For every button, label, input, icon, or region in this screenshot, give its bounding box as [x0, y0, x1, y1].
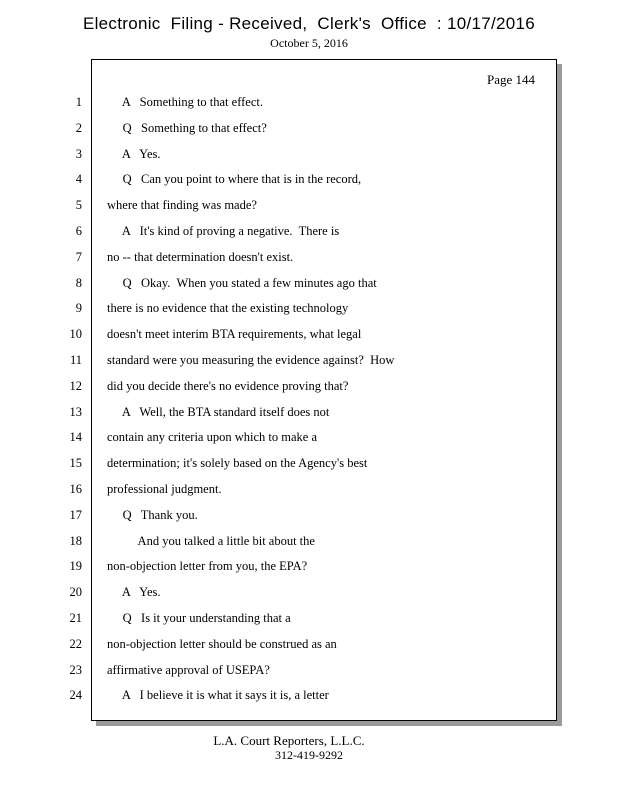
line-number: 3 — [75, 146, 82, 161]
transcript-line — [0, 661, 618, 679]
line-text: Q Okay. When you stated a few minutes ago that — [107, 275, 377, 290]
line-number: 15 — [69, 456, 82, 471]
line-text: determination; it's solely based on the Agency's best — [107, 456, 368, 471]
line-text: Q Is it your understanding that a — [107, 611, 291, 625]
transcript-line — [0, 325, 618, 343]
line-text: Q Can you point to where that is in the record, — [107, 172, 362, 187]
transcript-line — [0, 196, 618, 214]
deposition-date: October 5, 2016 — [270, 36, 348, 50]
line-number: 20 — [69, 585, 82, 600]
line-text: where that finding was made? — [107, 198, 257, 213]
line-number: 23 — [69, 662, 82, 677]
line-text: Q Thank you. — [107, 507, 198, 522]
transcript-line — [0, 532, 618, 550]
transcript-line — [0, 480, 618, 498]
line-text: And you talked a little bit about the — [107, 533, 315, 548]
line-text: non-objection letter should be construed as an — [107, 636, 337, 651]
line-number: 22 — [69, 636, 82, 651]
line-text: standard were you measuring the evidence against? How — [107, 353, 395, 367]
transcript-line — [0, 248, 618, 266]
line-number: 24 — [69, 688, 82, 703]
line-text: Q Something to that effect? — [107, 120, 267, 135]
line-number: 13 — [69, 404, 82, 419]
line-text: professional judgment. — [107, 482, 222, 496]
transcript-line — [0, 377, 618, 395]
line-text: non-objection letter from you, the EPA? — [107, 559, 308, 574]
transcript-line — [0, 170, 618, 188]
transcript-line — [0, 351, 618, 369]
line-number: 4 — [75, 172, 82, 187]
line-number: 18 — [69, 533, 82, 548]
line-text: A It's kind of proving a negative. There is — [107, 224, 340, 238]
transcript-line — [0, 274, 618, 292]
line-text: there is no evidence that the existing technology — [107, 301, 349, 316]
line-text: A Yes. — [107, 146, 161, 161]
transcript-line — [0, 506, 618, 524]
line-text: affirmative approval of USEPA? — [107, 662, 270, 677]
line-text: A I believe it is what it says it is, a letter — [107, 688, 329, 703]
transcript-line — [0, 635, 618, 653]
page-number: Page 144 — [486, 72, 535, 87]
line-number: 17 — [69, 507, 82, 522]
transcript-line — [0, 428, 618, 446]
line-text: A Well, the BTA standard itself does not — [107, 404, 330, 419]
line-text: no -- that determination doesn't exist. — [107, 249, 294, 264]
transcript-line — [0, 403, 618, 421]
transcript-line — [0, 145, 618, 163]
line-number: 8 — [75, 275, 82, 290]
transcript-line — [0, 93, 618, 111]
transcript-line — [0, 609, 618, 627]
reporter-phone: 312-419-9292 — [275, 748, 343, 762]
line-text: contain any criteria upon which to make a — [107, 430, 317, 445]
line-number: 10 — [69, 327, 82, 342]
reporter-company: L.A. Court Reporters, L.L.C. — [213, 733, 365, 748]
transcript-line — [0, 454, 618, 472]
transcript-line — [0, 686, 618, 704]
transcript-line — [0, 583, 618, 601]
line-number: 14 — [69, 430, 82, 445]
line-number: 1 — [75, 95, 82, 109]
line-number: 19 — [69, 559, 82, 574]
transcript-line — [0, 119, 618, 137]
line-text: did you decide there's no evidence proving that? — [107, 378, 349, 393]
line-number: 2 — [75, 120, 82, 135]
line-number: 21 — [69, 611, 82, 625]
line-number: 9 — [75, 301, 82, 316]
line-number: 16 — [69, 482, 82, 496]
filing-stamp: Electronic Filing - Received, Clerk's Office : 10/17/2016 — [82, 14, 536, 33]
line-number: 7 — [75, 249, 82, 264]
line-text: A Something to that effect. — [107, 95, 263, 109]
line-number: 12 — [69, 378, 82, 393]
line-number: 6 — [75, 224, 82, 238]
line-text: A Yes. — [107, 585, 161, 600]
line-number: 5 — [75, 198, 82, 213]
line-number: 11 — [69, 353, 82, 367]
line-text: doesn't meet interim BTA requirements, what legal — [107, 327, 362, 342]
transcript-line — [0, 557, 618, 575]
transcript-line — [0, 299, 618, 317]
transcript-line — [0, 222, 618, 240]
